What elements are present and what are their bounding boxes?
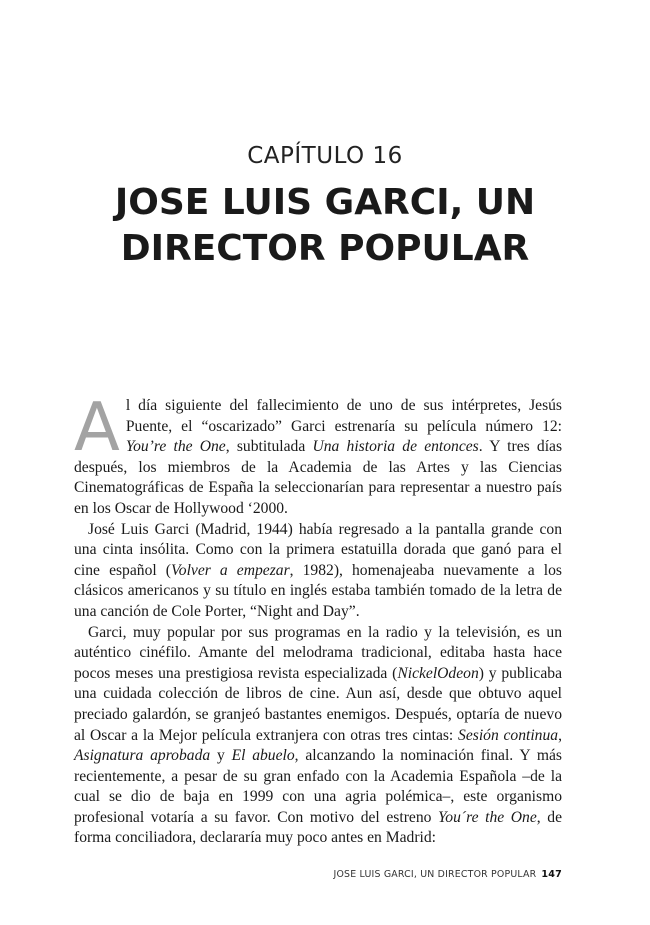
italic-run: Sesión continua	[458, 726, 559, 744]
italic-run: NickelOdeon	[397, 664, 479, 682]
text-run: . Y tres días después, los miembros de la Academia de las Artes y las Ciencias Cinematográficas de España la seleccionarían para representar a nuestro país en los Oscar de Hollywood ‘2000.	[74, 438, 563, 517]
text-run: ) y publicaba una cuidada colección de libros de cine. Aun así, desde que obtuvo aquel preciado galardón, se granjeó bastantes enemigos. Después, optaría de nuevo al Oscar a la Mejor película extranjera con otras tres cintas:	[74, 664, 562, 744]
chapter-title: JOSE LUIS GARCI, UN DIRECTOR POPULAR	[114, 182, 536, 269]
italic-run: Una historia de entonces	[312, 438, 479, 456]
italic-run: El abuelo	[231, 747, 295, 765]
text-run: ,	[558, 726, 562, 744]
text-run: , alcanzando la nominación final. Y más recientemente, a pesar de su gran enfado con la Academia Española –de la cual se dio de baja en 1999 con una agria polémica–, este organismo profesional votaría a su favor. Con motivo del estreno	[74, 747, 562, 826]
text-run: Garci, muy popular por sus programas en la radio y la televisión, es un auténtico cinéfilo. Amante del melodrama tradicional, editaba hasta hace pocos meses una prestigiosa revista especializada (	[74, 623, 562, 682]
page-number: 147	[541, 869, 562, 880]
text-run: , de forma conciliadora, declararía muy poco antes en Madrid:	[74, 808, 563, 847]
chapter-number: CAPÍTULO 16	[247, 143, 403, 169]
text-run: l día siguiente del fallecimiento de uno de sus intérpretes, Jesús Puente, el “oscarizado” Garci estrenaría su película número 12:	[125, 397, 562, 435]
running-footer	[334, 869, 562, 880]
drop-cap: A	[74, 388, 120, 466]
paragraph-2	[74, 520, 562, 623]
italic-run: You´re the One	[438, 808, 537, 826]
text-run: , subtitulada	[225, 438, 313, 456]
text-run: José Luis Garci (Madrid, 1944) había regresado a la pantalla grande con una cinta insólita. Como con la primera estatuilla dorada que ganó para el cine español (	[74, 520, 562, 579]
italic-run: Asignatura aprobada	[74, 747, 211, 765]
text-run: y	[210, 747, 232, 765]
paragraph-3	[74, 623, 562, 850]
text-run: , 1982), homenajeaba nuevamente a los clásicos americanos y su título en inglés estaba también tomado de la letra de una canción de Cole Porter, “Night and Day”.	[74, 561, 562, 620]
body-text	[74, 388, 563, 849]
italic-run: Volver a empezar	[170, 561, 290, 579]
paragraph-1	[74, 388, 563, 520]
running-title: JOSE LUIS GARCI, UN DIRECTOR POPULAR	[333, 869, 537, 880]
italic-run: You’re the One	[125, 438, 226, 456]
